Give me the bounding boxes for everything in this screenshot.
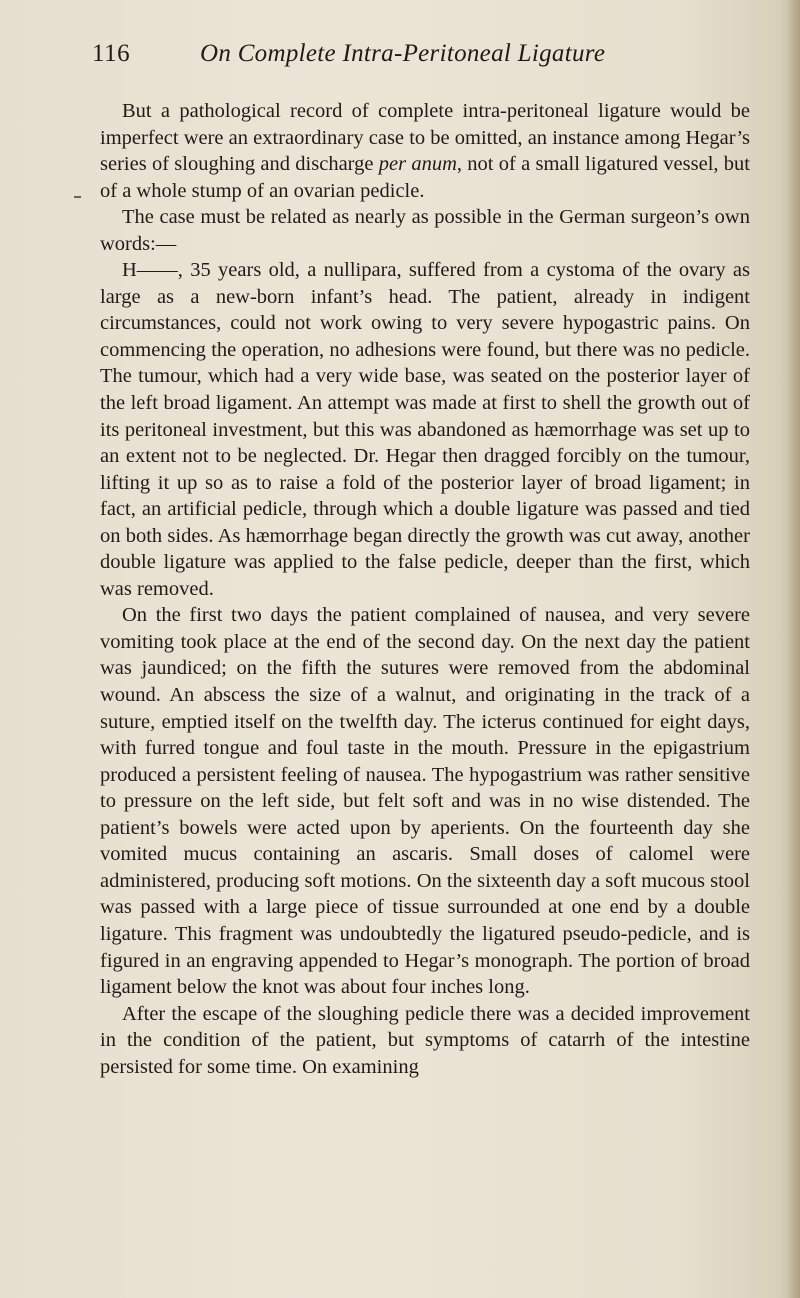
margin-mark bbox=[74, 196, 81, 198]
body-text bbox=[100, 98, 750, 1080]
paragraph-case-history: H——, 35 years old, a nullipara, suffered from a cystoma of the ovary as large as a new-born infant’s head. The patient, already in indigent circumstances, could not work owing to very severe hypogastric pains. On commencing the operation, no adhesions were found, but there was no pedicle. The tumour, which had a very wide base, was seated on the posterior layer of the left broad ligament. An attempt was made at first to shell the growth out of its peritoneal investment, but this was abandoned as hæmorrhage was set up to an extent not to be neglected. Dr. Hegar then dragged forcibly on the tumour, lifting it up so as to raise a fold of the posterior layer of broad ligament; in fact, an artificial pedicle, through which a double ligature was passed and tied on both sides. As hæmorrhage began directly the growth was cut away, another double ligature was applied to the false pedicle, deeper than the first, which was removed. bbox=[100, 259, 750, 600]
per-anum-phrase: per anum bbox=[378, 153, 457, 176]
paragraph-improvement: After the escape of the sloughing pedicle there was a decided improvement in the condition of the patient, but symptoms of catarrh of the intestine persisted for some time. On examining bbox=[100, 1002, 750, 1078]
paragraph-intro-text-a: But a pathological record of complete intra-peritoneal ligature would be imperfect were an extraordinary case to be omitted, an instance among Hegar’s series of sloughing and discharge bbox=[100, 100, 750, 176]
page-number: 116 bbox=[92, 40, 131, 67]
paragraph-intro bbox=[100, 98, 750, 204]
paragraph-postoperative-course: On the first two days the patient complained of nausea, and very severe vomiting took place at the end of the second day. On the next day the patient was jaundiced; on the fifth the sutures were removed from the abdominal wound. An abscess the size of a walnut, and originating in the track of a suture, emptied itself on the twelfth day. The icterus continued for eight days, with furred tongue and foul taste in the mouth. Pressure in the epigastrium produced a persistent feeling of nausea. The hypogastrium was rather sensitive to pressure on the left side, but felt soft and was in no wise distended. The patient’s bowels were acted upon by aperients. On the fourteenth day she vomited mucus containing an ascaris. Small doses of calomel were administered, producing soft motions. On the sixteenth day a soft mucous stool was passed with a large piece of tissue surrounded at one end by a double ligature. This fragment was undoubtedly the ligatured pseudo-pedicle, and is figured in an engraving appended to Hegar’s monograph. The portion of broad ligament below the knot was about four inches long. bbox=[100, 604, 750, 999]
running-title: On Complete Intra-Peritoneal Ligature bbox=[200, 40, 606, 67]
paragraph-intro-text-b: , not of a small ligatured vessel, but of a whole stump of an ovarian pedicle. bbox=[100, 153, 750, 202]
paragraph-relation: The case must be related as nearly as possible in the German surgeon’s own words:— bbox=[100, 206, 750, 255]
page-edge-shadow bbox=[786, 0, 800, 1298]
page-header bbox=[92, 40, 752, 80]
